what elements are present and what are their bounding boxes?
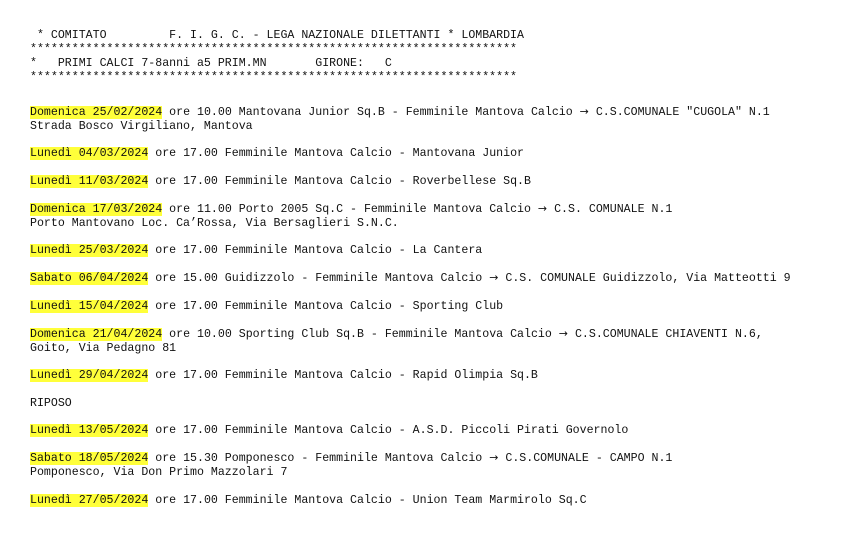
match-entry — [30, 369, 845, 383]
match-date: Lunedì 13/05/2024 — [30, 423, 149, 437]
match-entry — [30, 175, 845, 189]
match-venue: C.S. COMUNALE Guidizzolo, Via Matteotti 9 — [498, 272, 791, 286]
match-entry — [30, 494, 845, 508]
match-venue-address: Pomponesco, Via Don Primo Mazzolari 7 — [30, 466, 288, 480]
match-details: ore 17.00 Femminile Mantova Calcio - Sporting Club — [148, 299, 504, 313]
match-venue-address: Goito, Via Pedagno 81 — [30, 342, 177, 356]
match-date: Domenica 21/04/2024 — [30, 328, 163, 342]
match-date: Lunedì 25/03/2024 — [30, 244, 149, 258]
rest-entry — [30, 397, 845, 411]
match-venue-address: Porto Mantovano Loc. Ca’Rossa, Via Bersaglieri S.N.C. — [30, 216, 399, 230]
match-entry — [30, 147, 845, 161]
match-date: Lunedì 29/04/2024 — [30, 369, 149, 383]
match-venue: C.S.COMUNALE "CUGOLA" N.1 — [588, 106, 770, 119]
match-date: Lunedì 04/03/2024 — [30, 147, 149, 161]
arrow-right-icon: → — [489, 271, 499, 285]
match-details: ore 11.00 Porto 2005 Sq.C - Femminile Mantova Calcio — [162, 202, 538, 216]
match-entry — [30, 202, 845, 231]
header-committee-line: * COMITATO F. I. G. C. - LEGA NAZIONALE DILETTANTI * LOMBARDIA — [30, 29, 524, 42]
match-details: ore 15.30 Pomponesco - Femminile Mantova Calcio — [148, 452, 490, 466]
rest-label: RIPOSO — [30, 396, 72, 410]
match-date: Sabato 06/04/2024 — [30, 272, 149, 286]
arrow-right-icon: → — [537, 201, 548, 215]
match-venue: C.S. COMUNALE N.1 — [547, 202, 673, 216]
match-details: ore 17.00 Femminile Mantova Calcio - A.S.D. Piccoli Pirati Governolo — [148, 423, 629, 437]
header-separator: ********************************************************************** — [30, 71, 518, 84]
match-details: ore 17.00 Femminile Mantova Calcio - Rapid Olimpia Sq.B — [148, 369, 538, 383]
match-entry — [30, 244, 845, 258]
match-date: Lunedì 27/05/2024 — [30, 493, 149, 507]
match-list — [30, 105, 845, 508]
match-entry — [30, 300, 845, 314]
arrow-right-icon: → — [579, 105, 589, 118]
match-details: ore 17.00 Femminile Mantova Calcio - Mantovana Junior — [148, 147, 524, 161]
match-details: ore 17.00 Femminile Mantova Calcio - Roverbellese Sq.B — [148, 174, 531, 188]
match-entry — [30, 105, 845, 134]
match-venue: C.S.COMUNALE CHIAVENTI N.6, — [568, 328, 763, 342]
match-entry — [30, 327, 845, 356]
match-details: ore 15.00 Guidizzolo - Femminile Mantova Calcio — [148, 272, 490, 286]
match-details: ore 10.00 Sporting Club Sq.B - Femminile Mantova Calcio — [162, 328, 559, 342]
header-separator: ********************************************************************** — [30, 43, 518, 56]
match-date: Domenica 25/02/2024 — [30, 106, 163, 119]
match-details: ore 10.00 Mantovana Junior Sq.B - Femminile Mantova Calcio — [162, 106, 580, 119]
match-date: Lunedì 11/03/2024 — [30, 174, 149, 188]
match-date: Lunedì 15/04/2024 — [30, 299, 149, 313]
match-details: ore 17.00 Femminile Mantova Calcio - La Cantera — [148, 244, 483, 258]
arrow-right-icon: → — [489, 451, 499, 465]
match-venue-address: Strada Bosco Virgiliano, Mantova — [30, 120, 253, 133]
arrow-right-icon: → — [558, 327, 568, 341]
match-entry — [30, 271, 845, 286]
document — [30, 29, 845, 521]
match-details: ore 17.00 Femminile Mantova Calcio - Union Team Marmirolo Sq.C — [148, 493, 587, 507]
match-entry — [30, 424, 845, 438]
header-category-line: * PRIMI CALCI 7-8anni a5 PRIM.MN GIRONE: C — [30, 57, 392, 70]
match-date: Sabato 18/05/2024 — [30, 452, 149, 466]
match-venue: C.S.COMUNALE - CAMPO N.1 — [498, 452, 673, 466]
match-date: Domenica 17/03/2024 — [30, 202, 163, 216]
match-entry — [30, 451, 845, 480]
